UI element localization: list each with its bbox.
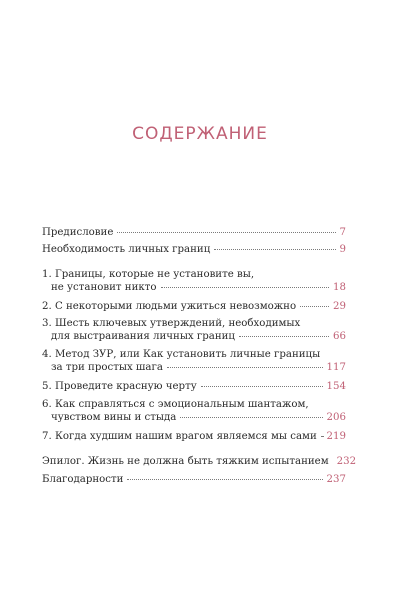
toc-entry-text-cont: за три простых шага [51,362,163,373]
toc-entry-chapter-5[interactable] [42,380,346,393]
toc-title: СОДЕРЖАНИЕ [132,124,268,144]
toc-entry-preface[interactable] [42,226,346,239]
toc-entry-text: Эпилог. Жизнь не должна быть тяжким испытанием [42,456,329,467]
toc-entry-text: Предисловие [42,227,114,238]
toc-entry-text: 2. С некоторыми людьми ужиться невозможно [42,301,297,312]
toc-entry-text: 6. Как справляться с эмоциональным шантажом, [42,399,309,410]
toc-entry-epilogue[interactable] [42,455,357,468]
toc-page-number: 117 [326,362,346,373]
toc-entry-chapter-3[interactable] [42,317,346,343]
toc-entry-necessity[interactable] [42,243,346,256]
dot-leader [127,479,322,480]
toc-page-number: 66 [333,331,346,342]
dot-leader [161,287,330,288]
toc-page-number: 154 [326,381,346,392]
toc-entry-text: Благодарности [42,474,124,485]
toc-entry-text: 3. Шесть ключевых утверждений, необходимых [42,318,301,329]
dot-leader [117,232,335,233]
toc-page-number: 237 [326,474,346,485]
toc-entry-text: Необходимость личных границ [42,244,211,255]
toc-page-number: 29 [333,301,346,312]
toc-entry-chapter-7[interactable] [42,430,346,443]
dot-leader [321,436,323,437]
toc-entry-chapter-1[interactable] [42,268,346,294]
dot-leader [239,336,329,337]
dot-leader [167,367,323,368]
toc-entry-chapter-4[interactable] [42,348,346,374]
toc-entry-text-cont: для выстраивания личных границ [51,331,235,342]
toc-entry-text-cont: не установит никто [51,282,157,293]
toc-entry-chapter-6[interactable] [42,398,346,424]
toc-entry-text: 4. Метод ЗУР, или Как установить личные границы [42,349,321,360]
dot-leader [300,306,329,307]
dot-leader [214,249,335,250]
toc-page-number: 9 [339,244,346,255]
toc-entry-text: 7. Когда худшим нашим врагом являемся мы сами [42,431,317,442]
toc-page-number: 206 [326,412,346,423]
toc-entry-acknowledgements[interactable] [42,473,346,486]
toc-entry-chapter-2[interactable] [42,300,346,313]
toc-page-number: 232 [336,456,357,467]
dot-leader [201,386,323,387]
toc-entry-text: 5. Проведите красную черту [42,381,197,392]
toc-page-number: 18 [333,282,346,293]
toc-page-number: 7 [339,227,346,238]
dot-leader [180,417,322,418]
toc-page-number: 219 [326,431,346,442]
toc-entry-text-cont: чувством вины и стыда [51,412,177,423]
toc-entry-text: 1. Границы, которые не установите вы, [42,269,255,280]
